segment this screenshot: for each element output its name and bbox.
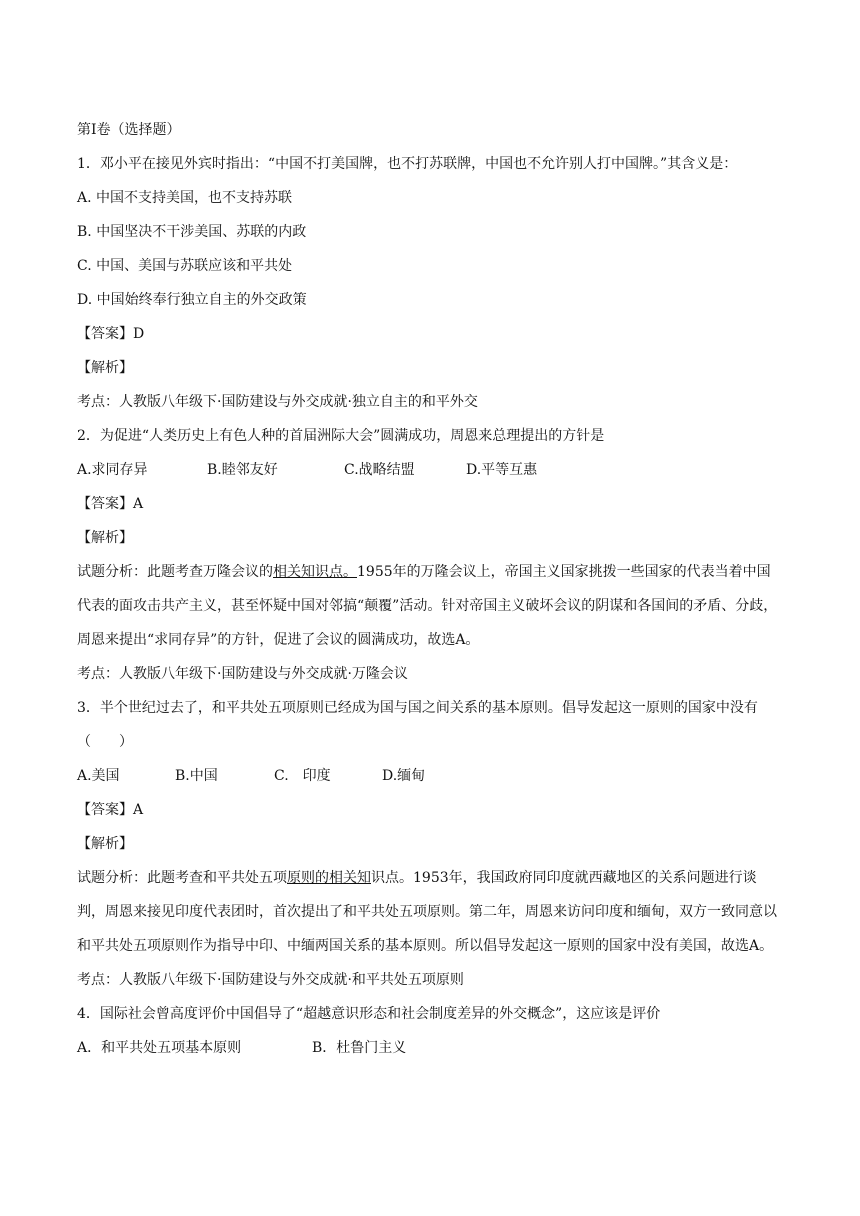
analysis-text-rest: 识点。1953年，我国政府同印度就西藏地区的关系问题进行谈判，周恩来接见印度代表团时，首次提出了和平共处五项原则。第二年，周恩来访问印度和缅甸，双方一致同意以和平共处五项原则作为指导中印、中缅两国关系的基本原则。所以倡导发起这一原则的国家中没有美国，故选A。 bbox=[77, 870, 777, 954]
section-title: 第Ⅰ卷（选择题） bbox=[77, 122, 181, 138]
analysis-text bbox=[77, 861, 783, 963]
question-stem: 1．邓小平在接见外宾时指出：“中国不打美国牌，也不打苏联牌，中国也不允许别人打中国牌。”其含义是： bbox=[77, 156, 738, 172]
question-2 bbox=[77, 419, 783, 691]
option-c: C. 中国、美国与苏联应该和平共处 bbox=[77, 258, 293, 274]
options-row bbox=[77, 1031, 783, 1065]
analysis-text bbox=[77, 555, 783, 657]
analysis-text-start: 试题分析：此题考查和平共处五项 bbox=[77, 870, 287, 886]
analysis-label: 【解析】 bbox=[77, 360, 133, 376]
answer: 【答案】A bbox=[77, 802, 144, 818]
option-a: A. 中国不支持美国，也不支持苏联 bbox=[77, 190, 293, 206]
option-b: B．杜鲁门主义 bbox=[312, 1040, 407, 1056]
question-stem: 4．国际社会曾高度评价中国倡导了“超越意识形态和社会制度差异的外交概念”，这应该是评价 bbox=[77, 1006, 661, 1022]
option-a: A.美国 bbox=[77, 768, 120, 784]
question-stem: 3．半个世纪过去了，和平共处五项原则已经成为国与国之间关系的基本原则。倡导发起这一原则的国家中没有（ ） bbox=[77, 700, 758, 750]
option-a: A．和平共处五项基本原则 bbox=[77, 1040, 242, 1056]
option-c: C. 印度 bbox=[274, 768, 331, 784]
question-1 bbox=[77, 147, 783, 419]
option-c: C.战略结盟 bbox=[344, 462, 415, 478]
answer: 【答案】D bbox=[77, 326, 145, 342]
analysis-underlined-text: 相关知识点。 bbox=[273, 564, 357, 580]
option-a: A.求同存异 bbox=[77, 462, 148, 478]
option-b: B. 中国坚决不干涉美国、苏联的内政 bbox=[77, 224, 307, 240]
analysis-underlined-text: 原则的相关知 bbox=[287, 870, 371, 886]
document-content bbox=[77, 113, 783, 1065]
option-b: B.睦邻友好 bbox=[207, 462, 278, 478]
analysis-label: 【解析】 bbox=[77, 836, 133, 852]
kaodian: 考点：人教版八年级下·国防建设与外交成就·万隆会议 bbox=[77, 666, 408, 682]
question-3 bbox=[77, 691, 783, 997]
option-b: B.中国 bbox=[175, 768, 218, 784]
kaodian: 考点：人教版八年级下·国防建设与外交成就·独立自主的和平外交 bbox=[77, 394, 478, 410]
options-row bbox=[77, 453, 783, 487]
kaodian: 考点：人教版八年级下·国防建设与外交成就·和平共处五项原则 bbox=[77, 972, 464, 988]
answer: 【答案】A bbox=[77, 496, 144, 512]
analysis-label: 【解析】 bbox=[77, 530, 133, 546]
options-row bbox=[77, 759, 783, 793]
option-d: D. 中国始终奉行独立自主的外交政策 bbox=[77, 292, 307, 308]
option-d: D.平等互惠 bbox=[466, 462, 538, 478]
option-d: D.缅甸 bbox=[382, 768, 426, 784]
question-stem: 2．为促进“人类历史上有色人种的首届洲际大会”圆满成功，周恩来总理提出的方针是 bbox=[77, 428, 605, 444]
analysis-text-rest: 1955年的万隆会议上，帝国主义国家挑拨一些国家的代表当着中国代表的面攻击共产主义，甚至怀疑中国对邻搞“颠覆”活动。针对帝国主义破坏会议的阴谋和各国间的矛盾、分歧，周恩来提出“求同存异”的方针，促进了会议的圆满成功，故选A。 bbox=[77, 564, 778, 648]
question-4 bbox=[77, 997, 783, 1065]
analysis-text-start: 试题分析：此题考查万隆会议的 bbox=[77, 564, 273, 580]
